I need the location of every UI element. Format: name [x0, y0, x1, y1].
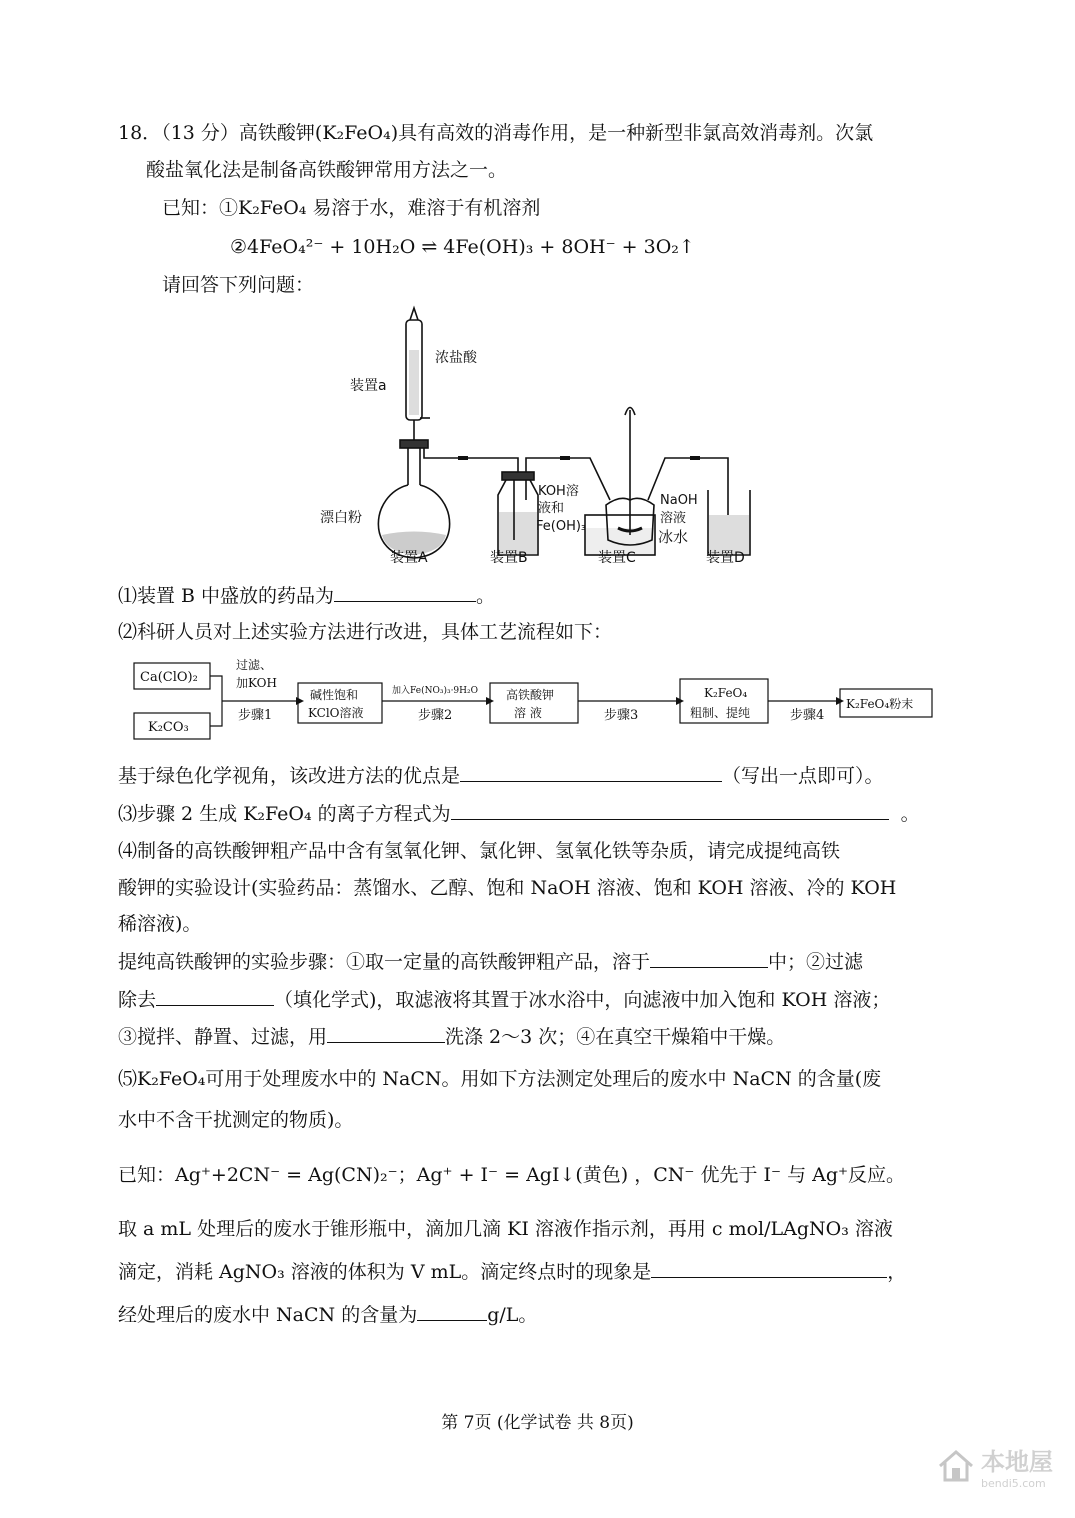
flow-box-crude-1: K₂FeO₄ [704, 686, 748, 700]
q5-line-1: ⑸K₂FeO₄可用于处理废水中的 NaCN。用如下方法测定处理后的废水中 NaCN 的含量(废 [118, 1068, 882, 1090]
label-device-A: 装置A [390, 550, 428, 566]
q5-para-3 [118, 1302, 537, 1327]
label-conc-hcl: 浓盐酸 [435, 350, 477, 366]
q4-s2b: （填化学式)，取滤液将其置于冰水浴中，向滤液中加入饱和 KOH 溶液； [274, 989, 891, 1011]
label-naoh-1: NaOH [660, 493, 698, 508]
label-device-a: 装置a [350, 378, 387, 394]
flow-step1-top-2: 加KOH [236, 676, 277, 690]
label-koh-2: 液和 [538, 501, 565, 516]
question-intro-2: 酸盐氧化法是制备高铁酸钾常用方法之一。 [146, 159, 508, 181]
q5-blank-content[interactable] [417, 1302, 487, 1321]
q4-blank-1[interactable] [650, 949, 768, 968]
apparatus-diagram [320, 300, 770, 575]
q5-p3b: g/L。 [487, 1304, 538, 1326]
q4-blank-2[interactable] [156, 987, 274, 1006]
flow-step4: 步骤4 [790, 708, 825, 723]
label-naoh-2: 溶液 [660, 511, 687, 526]
q5-line-2: 水中不含干扰测定的物质)。 [118, 1109, 354, 1131]
flow-box-solution-2: 溶 液 [514, 706, 542, 720]
known-2: ②4FeO₄²⁻ + 10H₂O ⇌ 4Fe(OH)₃ + 8OH⁻ + 3O₂↑ [230, 236, 695, 258]
q4-step-1 [118, 949, 863, 974]
q4-line-3: 稀溶液)。 [118, 913, 202, 935]
flow-box-caclo2: Ca(ClO)₂ [140, 670, 198, 685]
label-ice-water: 冰水 [658, 528, 689, 546]
q3 [118, 801, 920, 826]
watermark [936, 1442, 1053, 1490]
q4-step-2 [118, 987, 890, 1012]
page-footer: 第 7页 (化学试卷 共 8页) [441, 1413, 634, 1433]
label-koh-3: Fe(OH)₃ [536, 519, 587, 534]
label-bleaching-powder: 漂白粉 [320, 510, 362, 526]
q2b [118, 763, 884, 788]
q4-line-1: ⑷制备的高铁酸钾粗产品中含有氢氧化钾、氯化钾、氢氧化铁等杂质，请完成提纯高铁 [118, 840, 841, 862]
house-icon [936, 1446, 976, 1486]
q1 [118, 583, 495, 608]
watermark-name: 本地屋 [981, 1448, 1053, 1476]
q4-s3a: ③搅拌、静置、过滤，用 [118, 1026, 328, 1048]
question-line-1 [118, 121, 873, 145]
q5-para-2 [118, 1259, 906, 1284]
q4-s2a: 除去 [118, 989, 157, 1011]
flow-box-kclo-2: KClO溶液 [308, 706, 364, 720]
process-flowchart [130, 655, 940, 750]
q4-s1a: 提纯高铁酸钾的实验步骤：①取一定量的高铁酸钾粗产品，溶于 [118, 951, 651, 973]
q2-text: ⑵科研人员对上述实验方法进行改进，具体工艺流程如下： [118, 621, 613, 643]
q5-p3a: 经处理后的废水中 NaCN 的含量为 [118, 1304, 418, 1326]
known-1: 已知：①K₂FeO₄ 易溶于水，难溶于有机溶剂 [162, 197, 541, 219]
prompt: 请回答下列问题： [162, 274, 315, 296]
flow-box-powder: K₂FeO₄粉末 [846, 697, 914, 711]
q4-blank-3[interactable] [327, 1024, 445, 1043]
flow-box-solution-1: 高铁酸钾 [506, 688, 555, 702]
question-number: 18． [118, 122, 162, 144]
q5-known: 已知：Ag⁺+2CN⁻ = Ag(CN)₂⁻；Ag⁺ + I⁻ = AgI↓(黄色) ，CN⁻ 优先于 I⁻ 与 Ag⁺反应。 [118, 1164, 906, 1186]
q4-line-2: 酸钾的实验设计(实验药品：蒸馏水、乙醇、饱和 NaOH 溶液、饱和 KOH 溶液、冷的 KOH [118, 877, 897, 899]
flow-step2-top: 加入Fe(NO₃)₃·9H₂O [392, 686, 478, 696]
q1-end: 。 [476, 585, 496, 607]
question-score: （13 分） [161, 122, 239, 144]
q4-s3b: 洗涤 2～3 次；④在真空干燥箱中干燥。 [445, 1026, 786, 1048]
q2b-answer-blank[interactable] [460, 763, 722, 782]
question-intro-1: 高铁酸钾(K₂FeO₄)具有高效的消毒作用，是一种新型非氯高效消毒剂。次氯 [238, 122, 874, 144]
q1-text: ⑴装置 B 中盛放的药品为 [118, 585, 335, 607]
q1-answer-blank[interactable] [334, 583, 476, 602]
q2b-end: （写出一点即可）。 [722, 765, 884, 787]
label-device-D: 装置D [706, 550, 745, 566]
label-device-B: 装置B [490, 550, 528, 566]
q3-text: ⑶步骤 2 生成 K₂FeO₄ 的离子方程式为 [118, 803, 451, 825]
label-koh-1: KOH溶 [538, 484, 579, 499]
q4-s1b: 中；②过滤 [768, 951, 864, 973]
q3-answer-blank[interactable] [451, 801, 889, 820]
flow-step3: 步骤3 [604, 708, 639, 723]
q4-step-3 [118, 1024, 785, 1049]
q5-blank-endpoint[interactable] [651, 1259, 887, 1278]
flow-box-k2co3: K₂CO₃ [148, 720, 189, 735]
q5-p2b: ， [887, 1261, 907, 1283]
flow-step1: 步骤1 [238, 708, 273, 723]
flow-step2: 步骤2 [418, 708, 453, 723]
flow-step1-top-1: 过滤、 [236, 658, 273, 672]
watermark-url: bendi5.com [981, 1477, 1046, 1490]
label-device-C: 装置C [598, 550, 636, 566]
flow-box-crude-2: 粗制、提纯 [690, 706, 751, 720]
q3-end: 。 [900, 803, 920, 825]
q5-p2a: 滴定，消耗 AgNO₃ 溶液的体积为 V mL。滴定终点时的现象是 [118, 1261, 652, 1283]
flow-box-kclo-1: 碱性饱和 [310, 688, 359, 702]
q5-para-1: 取 a mL 处理后的废水于锥形瓶中，滴加几滴 KI 溶液作指示剂，再用 c mol/LAgNO₃ 溶液 [118, 1218, 893, 1240]
q2b-text: 基于绿色化学视角，该改进方法的优点是 [118, 765, 461, 787]
